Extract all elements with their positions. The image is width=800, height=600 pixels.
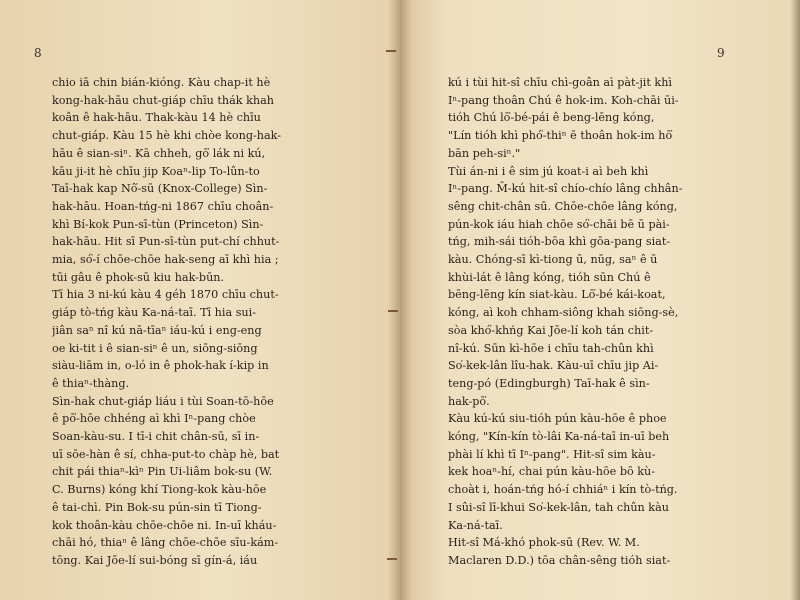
text-line: oe ki-tit i ê sian-siⁿ ê un, siōng-siōng xyxy=(52,341,258,355)
text-line: sòa khó͘-khńg Kai Jōe-lí koh tán chit- xyxy=(448,323,654,337)
text-line: uī sōe-hàn ê sí, chha-put-to chàp hè, bat xyxy=(52,447,280,461)
book-gutter xyxy=(388,0,412,600)
text-line: sêng chit-chân sū. Chōe-chōe lâng kóng, xyxy=(448,199,678,213)
text-line: Sìn-hak chut-giáp liáu i tùi Soan-tō-hōe xyxy=(52,394,274,408)
text-line: hāu ê sian-siⁿ. Kā chheh, gō͘ lák ni kú, xyxy=(52,146,266,160)
text-line: tióh Chú lō͘-bé-pái ê beng-lēng kóng, xyxy=(448,111,655,125)
text-line: phài lí khì tī Iⁿ-pang". Hit-sî sim kàu- xyxy=(448,447,656,461)
text-line: siàu-liām in, o-ló in ê phok-hak í-kip in xyxy=(52,359,269,373)
text-line: Maclaren D.D.) tōa chân-sêng tióh siat- xyxy=(448,553,671,567)
text-line: kú i tùi hit-sî chīu chì-goân aì pàt-jit khì xyxy=(448,76,672,89)
text-line: So͘-kek-lân lîu-hak. Kàu-uī chīu jip Ai- xyxy=(448,359,659,373)
text-line: jiân saⁿ nî kú nā-tīaⁿ iáu-kú i eng-eng xyxy=(52,323,262,337)
binding-thread-mark xyxy=(386,50,396,52)
left-page-number: 8 xyxy=(34,46,42,60)
text-line: chit pái thiaⁿ-kìⁿ Pin Ui-liâm bok-su (W. xyxy=(52,465,273,479)
text-line: kok thoân-kàu chōe-chōe ni. In-uī kháu- xyxy=(52,518,277,532)
text-line: kek hoaⁿ-hí, chai pún kàu-hōe bō kù- xyxy=(448,465,656,479)
text-line: Iⁿ-pang. M̄-kú hit-sî chío-chío lâng chhân- xyxy=(448,182,683,196)
right-page-number: 9 xyxy=(717,46,725,60)
binding-thread-mark xyxy=(387,558,397,560)
text-line: hak-hāu. Hit sī Pun-sī-tùn put-chí chhut- xyxy=(52,235,280,249)
text-line: chāi hó, thiaⁿ ê lâng chōe-chōe sīu-kám- xyxy=(52,536,279,550)
text-line: kóng, aì koh chham-siông khah siōng-sè, xyxy=(448,306,679,320)
text-line: C. Burns) kóng khí Tiong-kok kàu-hōe xyxy=(52,483,267,497)
page-edge-shadow xyxy=(790,0,800,600)
text-line: chut-giáp. Kàu 15 hè khi chòe kong-hak- xyxy=(52,129,281,143)
text-line: kàu. Chóng-sī kì-tiong ū, nūg, saⁿ ê ū xyxy=(448,253,658,267)
text-line: khì Bí-kok Pun-sī-tùn (Princeton) Sìn- xyxy=(52,217,264,231)
text-line: giáp tò-tńg kàu Ka-ná-taī. Tī hia sui- xyxy=(52,306,256,320)
text-line: "Lín tióh khì phó͘-thiⁿ ē thoân hok-im hō͘ xyxy=(448,129,673,143)
text-line: I sûi-sî lī-khui So͘-kek-lân, tah chûn kàu xyxy=(448,500,669,514)
text-line: ê pō͘-hōe chhéng aì khì Iⁿ-pang chòe xyxy=(52,412,256,426)
text-line: hak-pō͘. xyxy=(448,394,490,408)
text-line: kong-hak-hāu chut-giáp chīu thák khah xyxy=(52,93,274,107)
text-line: kóng, "Kín-kín tò-lâi Ka-ná-taī in-uī beh xyxy=(448,430,670,444)
text-line: nî-kú. Sūn kì-hōe i chīu tah-chûn khì xyxy=(448,341,654,355)
text-line: ê tai-chì. Pin Bok-su pún-sin tī Tiong- xyxy=(52,500,262,514)
text-line: pún-kok iáu hiah chōe só͘-chāi bē ū pài- xyxy=(448,217,670,231)
text-line: tńg, mih-sái tióh-bōa khì gōa-pang siat- xyxy=(448,235,671,249)
text-line: teng-pó (Edingburgh) Taī-hak ê sìn- xyxy=(448,376,650,390)
text-line: kāu ji-it hè chīu jip Koaⁿ-lip To-lûn-to xyxy=(52,164,260,178)
text-line: chio iā chin bián-kióng. Kàu chap-it hè xyxy=(52,76,271,89)
text-line: Taī-hak kap Nô͘-sū (Knox-College) Sìn- xyxy=(52,182,268,196)
text-line: Soan-kàu-su. I tī-i chit chân-sū, sī in- xyxy=(52,430,260,444)
binding-thread-mark xyxy=(388,310,398,312)
text-line: choàt i, hoán-tńg hó-í chhiáⁿ i kín tò-tńg. xyxy=(448,483,678,497)
text-line: Iⁿ-pang thoân Chú ê hok-im. Koh-chāi ūi- xyxy=(448,93,679,107)
text-line: Hit-sî Má-khó phok-sū (Rev. W. M. xyxy=(448,536,640,550)
text-line: koân ê hak-hāu. Thak-kàu 14 hè chīu xyxy=(52,111,261,125)
text-line: tōng. Kai Jōe-lí sui-bóng sī gín-á, iáu xyxy=(52,553,258,567)
right-page xyxy=(400,0,800,600)
text-line: khùi-lát ê lâng kóng, tióh sūn Chú ê xyxy=(448,270,651,284)
text-line: Tùi án-ni i ê sim jú koat-i aì beh khì xyxy=(448,164,649,178)
text-line: Kàu kú-kú siu-tióh pún kàu-hōe ê phoe xyxy=(448,412,667,426)
text-line: ê thiaⁿ-thàng. xyxy=(52,376,130,390)
text-line: Ka-ná-taī. xyxy=(448,518,503,532)
text-line: bēng-lēng kín siat-kàu. Lō͘-bé kái-koat, xyxy=(448,288,666,302)
text-line: mia, só͘-í chōe-chōe hak-seng aī khì hia ; xyxy=(52,253,279,267)
left-page-text xyxy=(52,74,350,570)
right-page-text xyxy=(448,74,746,570)
text-line: tūi gâu ê phok-sū kiu hak-būn. xyxy=(52,270,225,284)
text-line: Tī hia 3 ni-kú kàu 4 géh 1870 chīu chut- xyxy=(52,288,279,302)
text-line: bān peh-siⁿ." xyxy=(448,146,521,160)
text-line: hak-hāu. Hoan-tńg-ni 1867 chīu choân- xyxy=(52,199,274,213)
